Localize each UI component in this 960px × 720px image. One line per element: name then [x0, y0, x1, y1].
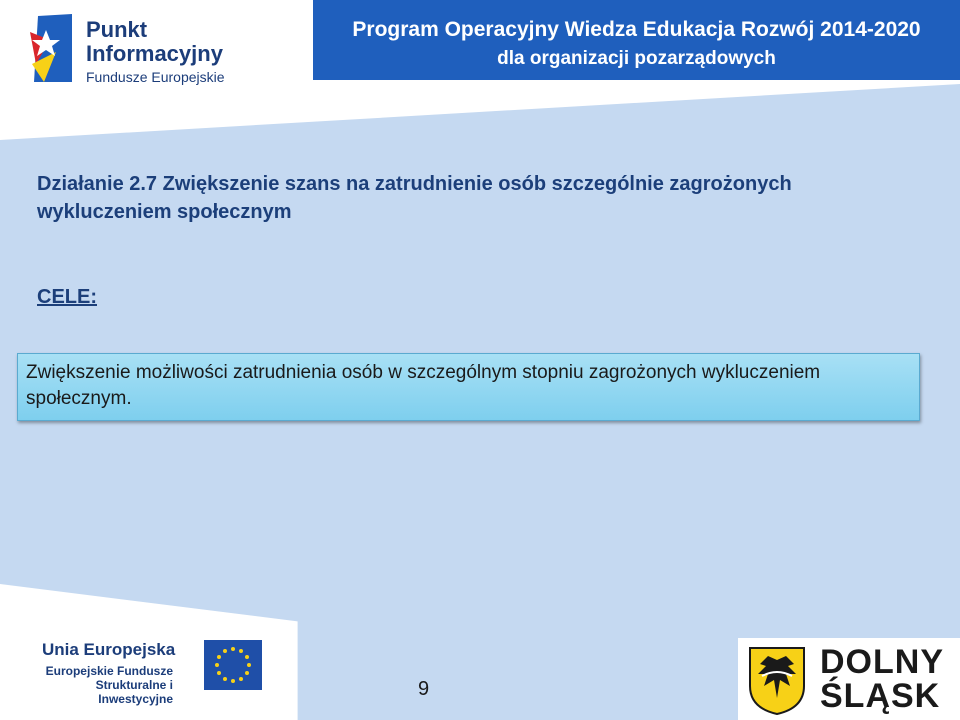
goals-label: CELE: — [37, 286, 97, 308]
goal-box — [17, 353, 920, 421]
header-band — [313, 0, 960, 80]
header-subtitle: dla organizacji pozarządowych — [497, 48, 776, 69]
eu-logo — [28, 640, 268, 706]
eu-logo-subtitle-1: Europejskie Fundusze — [45, 664, 173, 678]
logo-line-punkt: Punkt — [86, 17, 148, 42]
eu-flag-icon — [204, 640, 262, 690]
eu-logo-title: Unia Europejska — [42, 640, 176, 659]
eu-logo-subtitle-2: Strukturalne i Inwestycyjne — [95, 678, 173, 706]
eagle-crest-icon — [746, 646, 808, 716]
region-name-line-1: DOLNY — [820, 643, 944, 681]
dolny-slask-logo — [738, 638, 960, 720]
fundusze-star-icon — [28, 12, 76, 84]
logo-line-fundusze: Fundusze Europejskie — [86, 69, 225, 85]
action-title: Działanie 2.7 Zwiększenie szans na zatrudnienie osób szczególnie zagrożonych wykluczeniem społecznym — [37, 173, 792, 223]
header-title: Program Operacyjny Wiedza Edukacja Rozwój 2014-2020 — [352, 18, 921, 41]
goal-text: Zwiększenie możliwości zatrudnienia osób w szczególnym stopniu zagrożonych wykluczeniem społecznym. — [26, 362, 821, 409]
region-name-line-2: ŚLĄSK — [820, 677, 941, 715]
punkt-informacyjny-logo — [28, 12, 288, 92]
logo-line-informacyjny: Informacyjny — [86, 41, 223, 66]
page-number: 9 — [418, 678, 430, 700]
